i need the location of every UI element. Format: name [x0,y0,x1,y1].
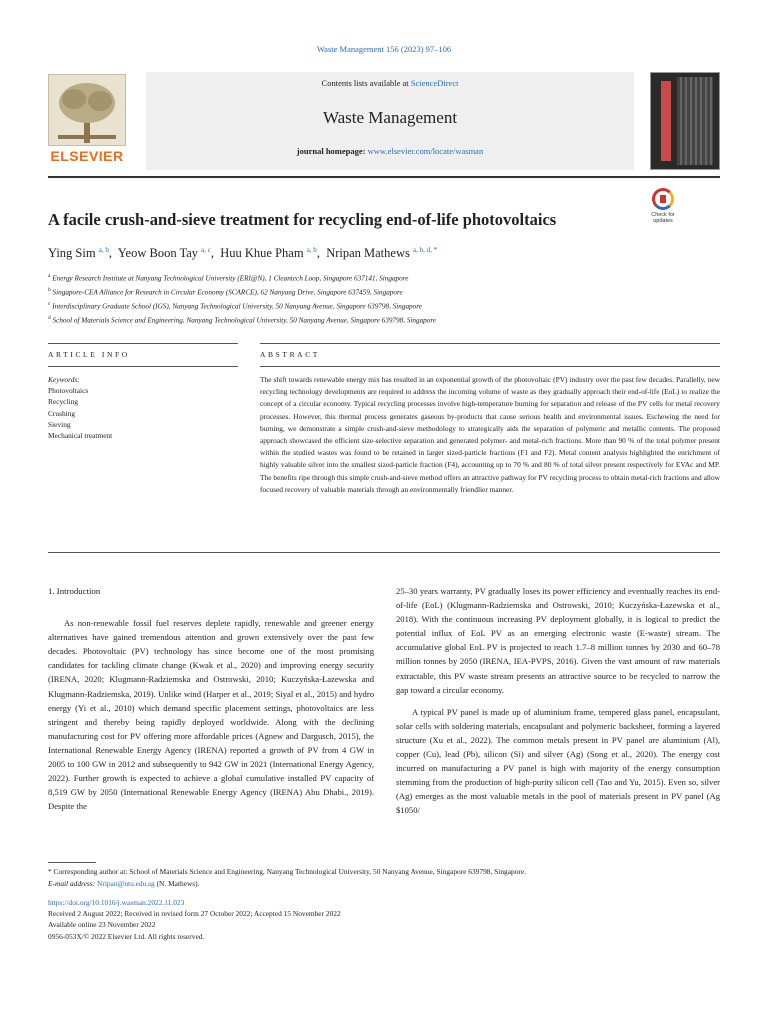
email-label: E-mail address: [48,879,96,888]
keyword-item: Recycling [48,397,78,407]
affiliation-mark: d [48,314,51,321]
keyword-item: Crushing [48,408,76,418]
journal-header [48,72,720,170]
received-dates: Received 2 August 2022; Received in revised form 27 October 2022; Accepted 15 November 2022 [48,909,341,919]
abstract-heading: ABSTRACT [260,350,320,359]
corresponding-text: * Corresponding author at: School of Materials Science and Engineering, Nanyang Technological University, 50 Nanyang Avenue, Singapore 639798, Singapore. [48,867,526,876]
article-info-rule [48,343,238,344]
affiliation-text: School of Materials Science and Engineering, Nanyang Technological University, 50 Nanyang Avenue, Singapore 639798, Singapore [52,316,437,325]
affiliation-item [48,313,688,327]
tree-logo-icon [48,74,126,146]
corresponding-author-footnote [48,866,728,890]
footnote-rule [48,862,96,863]
keywords-heading: Keywords: [48,375,80,384]
keyword-item: Sieving [48,419,71,429]
body-paragraph: 25–30 years warranty, PV gradually loses its power efficiency and eventually reaches its end-of-life (EoL) (Klugmann-Radziemska and Ostrowski, 2010; Kuczyńska-Łazewska et al., 2018). With the continuous increasing PV deployment globally, it is logical to predict the potential influx of EoL PV as an emerging electronic waste (E-waste) stream. The accumulative global EoL PV is projected to reach 1.7–8 million tonnes by 2030 and 60–78 million tonnes by 2050 (IRENA, IEA-PVPS, 2016). Given the vast amount of raw materials extractable, this PV waste stream presents an attractive source to be recycled to narrow the gap toward a circular economy. [396,586,720,695]
author-affil-marks[interactable]: a, b, d, * [412,246,438,254]
online-date: Available online 23 November 2022 [48,920,156,930]
body-paragraph: As non-renewable fossil fuel reserves deplete rapidly, renewable and greener energy alternatives have gained tremendous attention and grown extensively over the past few decades. Photovoltaic (PV) technology has since become one of the most promising candidates for tackling climate change (Kwak et al., 2020) and improving energy security (IRENA, 2020; Klugmann-Radziemska and Ostrowski, 2010; Kuczyńska-Łazewska and Klugmann-Radziemska, 2019). Unlike wind (Harper et al., 2019; Siyal et al., 2015) and hydro energy (Yi et al., 2010) which demand specific placement settings, photovoltaics are less stringent and thereby being rapidly deployed worldwide. Along with the declining manufacturing cost for PV offering more affordable prices (Agnew and Dargusch, 2015), the International Renewable Energy Agency (IRENA) reported a growth of PV from 4 GW in 2005 to 100 GW in 2012 and subsequently to 942 GW in 2021 (International Energy Agency, 2022). Further growth is expected to achieve a global cumulative installed PV capacity of 8,519 GW by 2050 (International Renewable Energy Agency (IRENA) Abu Dhabi., 2019). Despite the [48,618,374,812]
check-for-updates-badge[interactable] [646,188,680,228]
abstract-rule [260,343,720,344]
article-info-heading: ARTICLE INFO [48,350,130,359]
doi-link[interactable]: https://doi.org/10.1016/j.wasman.2022.11.023 [48,898,185,907]
affiliation-mark: c [48,300,51,307]
affiliation-mark: b [48,286,51,293]
article-info-rule-lower [48,366,238,367]
spacer [48,606,374,616]
affiliation-item [48,299,688,313]
affiliation-text: Singapore-CEA Alliance for Research in Circular Economy (SCARCE), 62 Nanyang Drive, Singapore 637459, Singapore [52,288,403,297]
affiliations [48,271,688,327]
author-affil-marks[interactable]: a, c [201,246,211,254]
email-line [48,878,728,890]
affiliation-text: Interdisciplinary Graduate School (IGS), Nanyang Technological University, 50 Nanyang Avenue, Singapore 639798, Singapore [52,302,422,311]
journal-title: Waste Management [322,108,458,127]
keyword-item: Mechanical treatment [48,431,113,441]
journal-cover-thumbnail[interactable] [650,72,720,170]
elsevier-logo [48,74,126,168]
spacer [396,697,720,705]
author-affil-marks[interactable]: a, b [306,246,317,254]
affiliation-text: Energy Research Institute at Nanyang Technological University (ERI@N), 1 Cleantech Loop, Singapore 637141, Singapore [52,274,409,283]
cover-stripe [661,81,671,161]
affiliation-item [48,271,688,285]
sciencedirect-link[interactable]: ScienceDirect [410,78,459,88]
journal-reference[interactable]: Waste Management 156 (2023) 97–106 [316,44,452,54]
affiliation-mark: a [48,273,51,279]
contents-prefix: Contents lists available at [321,78,409,88]
author-affil-marks[interactable]: a, b [98,246,109,254]
affiliation-item [48,285,688,299]
author-name[interactable]: Yeow Boon Tay [117,246,199,261]
author-name[interactable]: Huu Khue Pham [220,246,304,261]
author-list: Ying Sim $^{a, b}$, Yeow Boon Tay $^{a, c}$, Huu Khue Pham $^{a, b}$, Nripan Mathews $^{a, b, d, *}$ [48,246,438,261]
crossmark-line1: Check for [651,212,675,218]
keywords-block [48,374,238,441]
right-column [396,584,720,818]
email-suffix: (N. Mathews). [156,879,200,888]
cover-pattern [677,77,713,165]
abstract-rule-lower [260,366,720,367]
abstract-bottom-rule [48,552,720,553]
introduction-heading: 1. Introduction [48,586,101,596]
left-column [48,584,374,813]
author-name[interactable]: Nripan Mathews [326,246,410,261]
email-link[interactable]: Nripan@ntu.edu.sg [97,879,155,888]
journal-info-box [146,72,634,170]
article-title: A facile crush-and-sieve treatment for recycling end-of-life photovoltaics [48,210,557,229]
publisher-name: ELSEVIER [50,148,124,164]
crossmark-icon [652,188,674,210]
homepage-line [146,146,634,156]
header-divider [48,176,720,178]
keyword-item: Photovoltaics [48,386,89,396]
abstract-text: The shift towards renewable energy mix has resulted in an exponential growth of the photovoltaic (PV) industry over the past few decades. Parallelly, new recycling technology developments are required to address the incoming volume of waste as they gradually approach their end-of-life (EoL) to realize the concept of a circular economy. Typical recycling processes involve high-temperature burning for separation and release of the PV cells for metal recovery processes. However, this thermal process generates gaseous by-products that cause serious health and environmental issues. Eschewing the need for burning, we demonstrate a simple crush-and-sieve methodology to strategically aids the separation of polymeric and metallic contents. The proposed approach showcased the efficient size-selective separation and generated polymer- and metal-rich fractions. More than 90 % of the total polymer present within the studied wastes was found to be retained in larger sized-particle fractions (F1 and F2). Metal content analysis highlighted the enrichment of highly valuable silver into the smallest sized-particle fraction (F4), accounting up to 70 % and 80 % of total silver present respectively for EVAc and MP. The benefits ripe through this simple crush-and-sieve method offers an attractive pathway for PV recycling process to obtain metal-rich fractions and allow focused recovery of valuable materials through an environmentally friendlier manner. [260,375,720,494]
homepage-prefix: journal homepage: [296,146,366,156]
author-name[interactable]: Ying Sim [48,246,96,261]
copyright: 0956-053X/© 2022 Elsevier Ltd. All rights reserved. [48,931,205,941]
homepage-link[interactable]: www.elsevier.com/locate/wasman [367,146,484,156]
body-paragraph: A typical PV panel is made up of aluminium frame, tempered glass panel, encapsulant, solar cells with soldering materials, encapsulant and polymeric backsheet, forming a layered structure (Xu et al., 2022). The common metals present in PV panel are aluminium (Al), copper (Cu), lead (Pb), silicon (Si) and silver (Ag) (Song et al., 2020). The energy cost incurred on manufacturing a PV panel is high with majority of the energy consumption stemming from the production of high-purity silicon cell (Tao and Yu, 2015). Even so, silver (Ag) emerges as the most valuable metals in the pool of materials present in PV panel (Ag $1050/ [396,706,720,816]
contents-line [146,78,634,88]
crossmark-line2: updates [653,218,673,224]
publication-info [48,897,548,942]
